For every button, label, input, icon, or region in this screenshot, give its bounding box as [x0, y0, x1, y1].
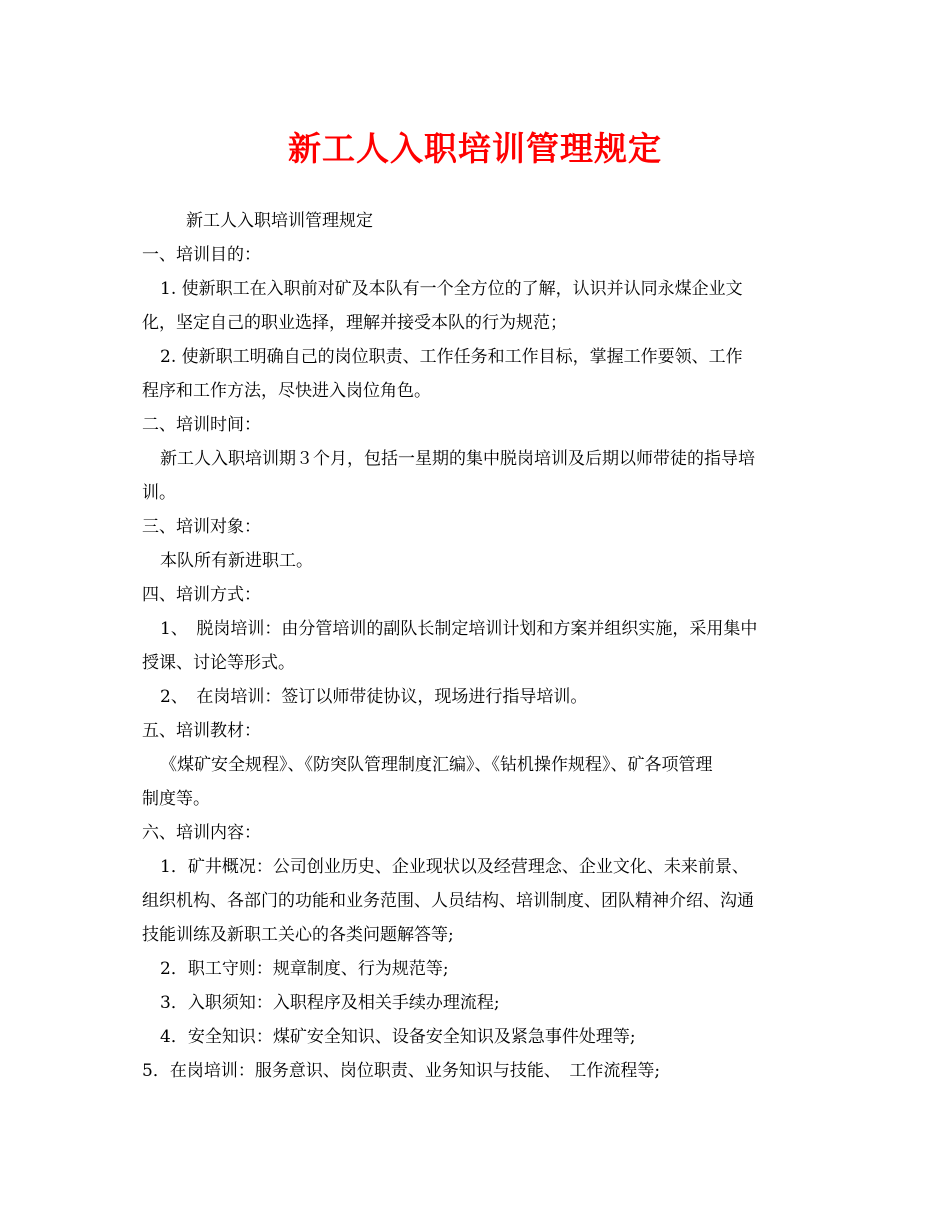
subtitle-line: 新工人入职培训管理规定: [186, 211, 373, 231]
section-heading-purpose: 一、培训目的：: [142, 245, 261, 265]
paragraph-line: 技能训练及新职工关心的各类问题解答等;: [142, 925, 454, 945]
document-title: 新工人入职培训管理规定: [288, 129, 662, 168]
paragraph-line: 2．职工守则：规章制度、行为规范等;: [160, 959, 449, 979]
section-heading-audience: 三、培训对象：: [142, 517, 261, 537]
section-heading-time: 二、培训时间：: [142, 415, 261, 435]
paragraph-line: 新工人入职培训期３个月，包括一星期的集中脱岗培训及后期以师带徒的指导培: [160, 449, 755, 469]
paragraph-line: 化，坚定自己的职业选择，理解并接受本队的行为规范；: [142, 313, 567, 333]
paragraph-line: 《煤矿安全规程》、《防突队管理制度汇编》、《钻机操作规程》、矿各项管理: [160, 755, 713, 775]
paragraph-line: 授课、讨论等形式。: [142, 653, 295, 673]
paragraph-line: 1、 脱岗培训：由分管培训的副队长制定培训计划和方案并组织实施，采用集中: [160, 619, 758, 639]
paragraph-line: 1．矿井概况：公司创业历史、企业现状以及经营理念、企业文化、未来前景、: [160, 857, 749, 877]
section-heading-materials: 五、培训教材：: [142, 721, 261, 741]
paragraph-line: 组织机构、各部门的功能和业务范围、人员结构、培训制度、团队精神介绍、沟通: [142, 891, 754, 911]
section-heading-content: 六、培训内容：: [142, 823, 261, 843]
paragraph-line: 2. 使新职工明确自己的岗位职责、工作任务和工作目标，掌握工作要领、工作: [160, 347, 743, 367]
paragraph-line: 2、 在岗培训：签订以师带徒协议，现场进行指导培训。: [160, 687, 588, 707]
paragraph-line: 制度等。: [142, 789, 210, 809]
section-heading-method: 四、培训方式：: [142, 585, 261, 605]
paragraph-line: 5．在岗培训：服务意识、岗位职责、业务知识与技能、 工作流程等;: [142, 1061, 661, 1081]
paragraph-line: 程序和工作方法，尽快进入岗位角色。: [142, 381, 431, 401]
paragraph-line: 1. 使新职工在入职前对矿及本队有一个全方位的了解，认识并认同永煤企业文: [160, 279, 743, 299]
paragraph-line: 3．入职须知：入职程序及相关手续办理流程;: [160, 993, 500, 1013]
paragraph-line: 4．安全知识：煤矿安全知识、设备安全知识及紧急事件处理等;: [160, 1027, 636, 1047]
document-body: [142, 204, 817, 1088]
paragraph-line: 本队所有新进职工。: [160, 551, 313, 571]
paragraph-line: 训。: [142, 483, 176, 503]
